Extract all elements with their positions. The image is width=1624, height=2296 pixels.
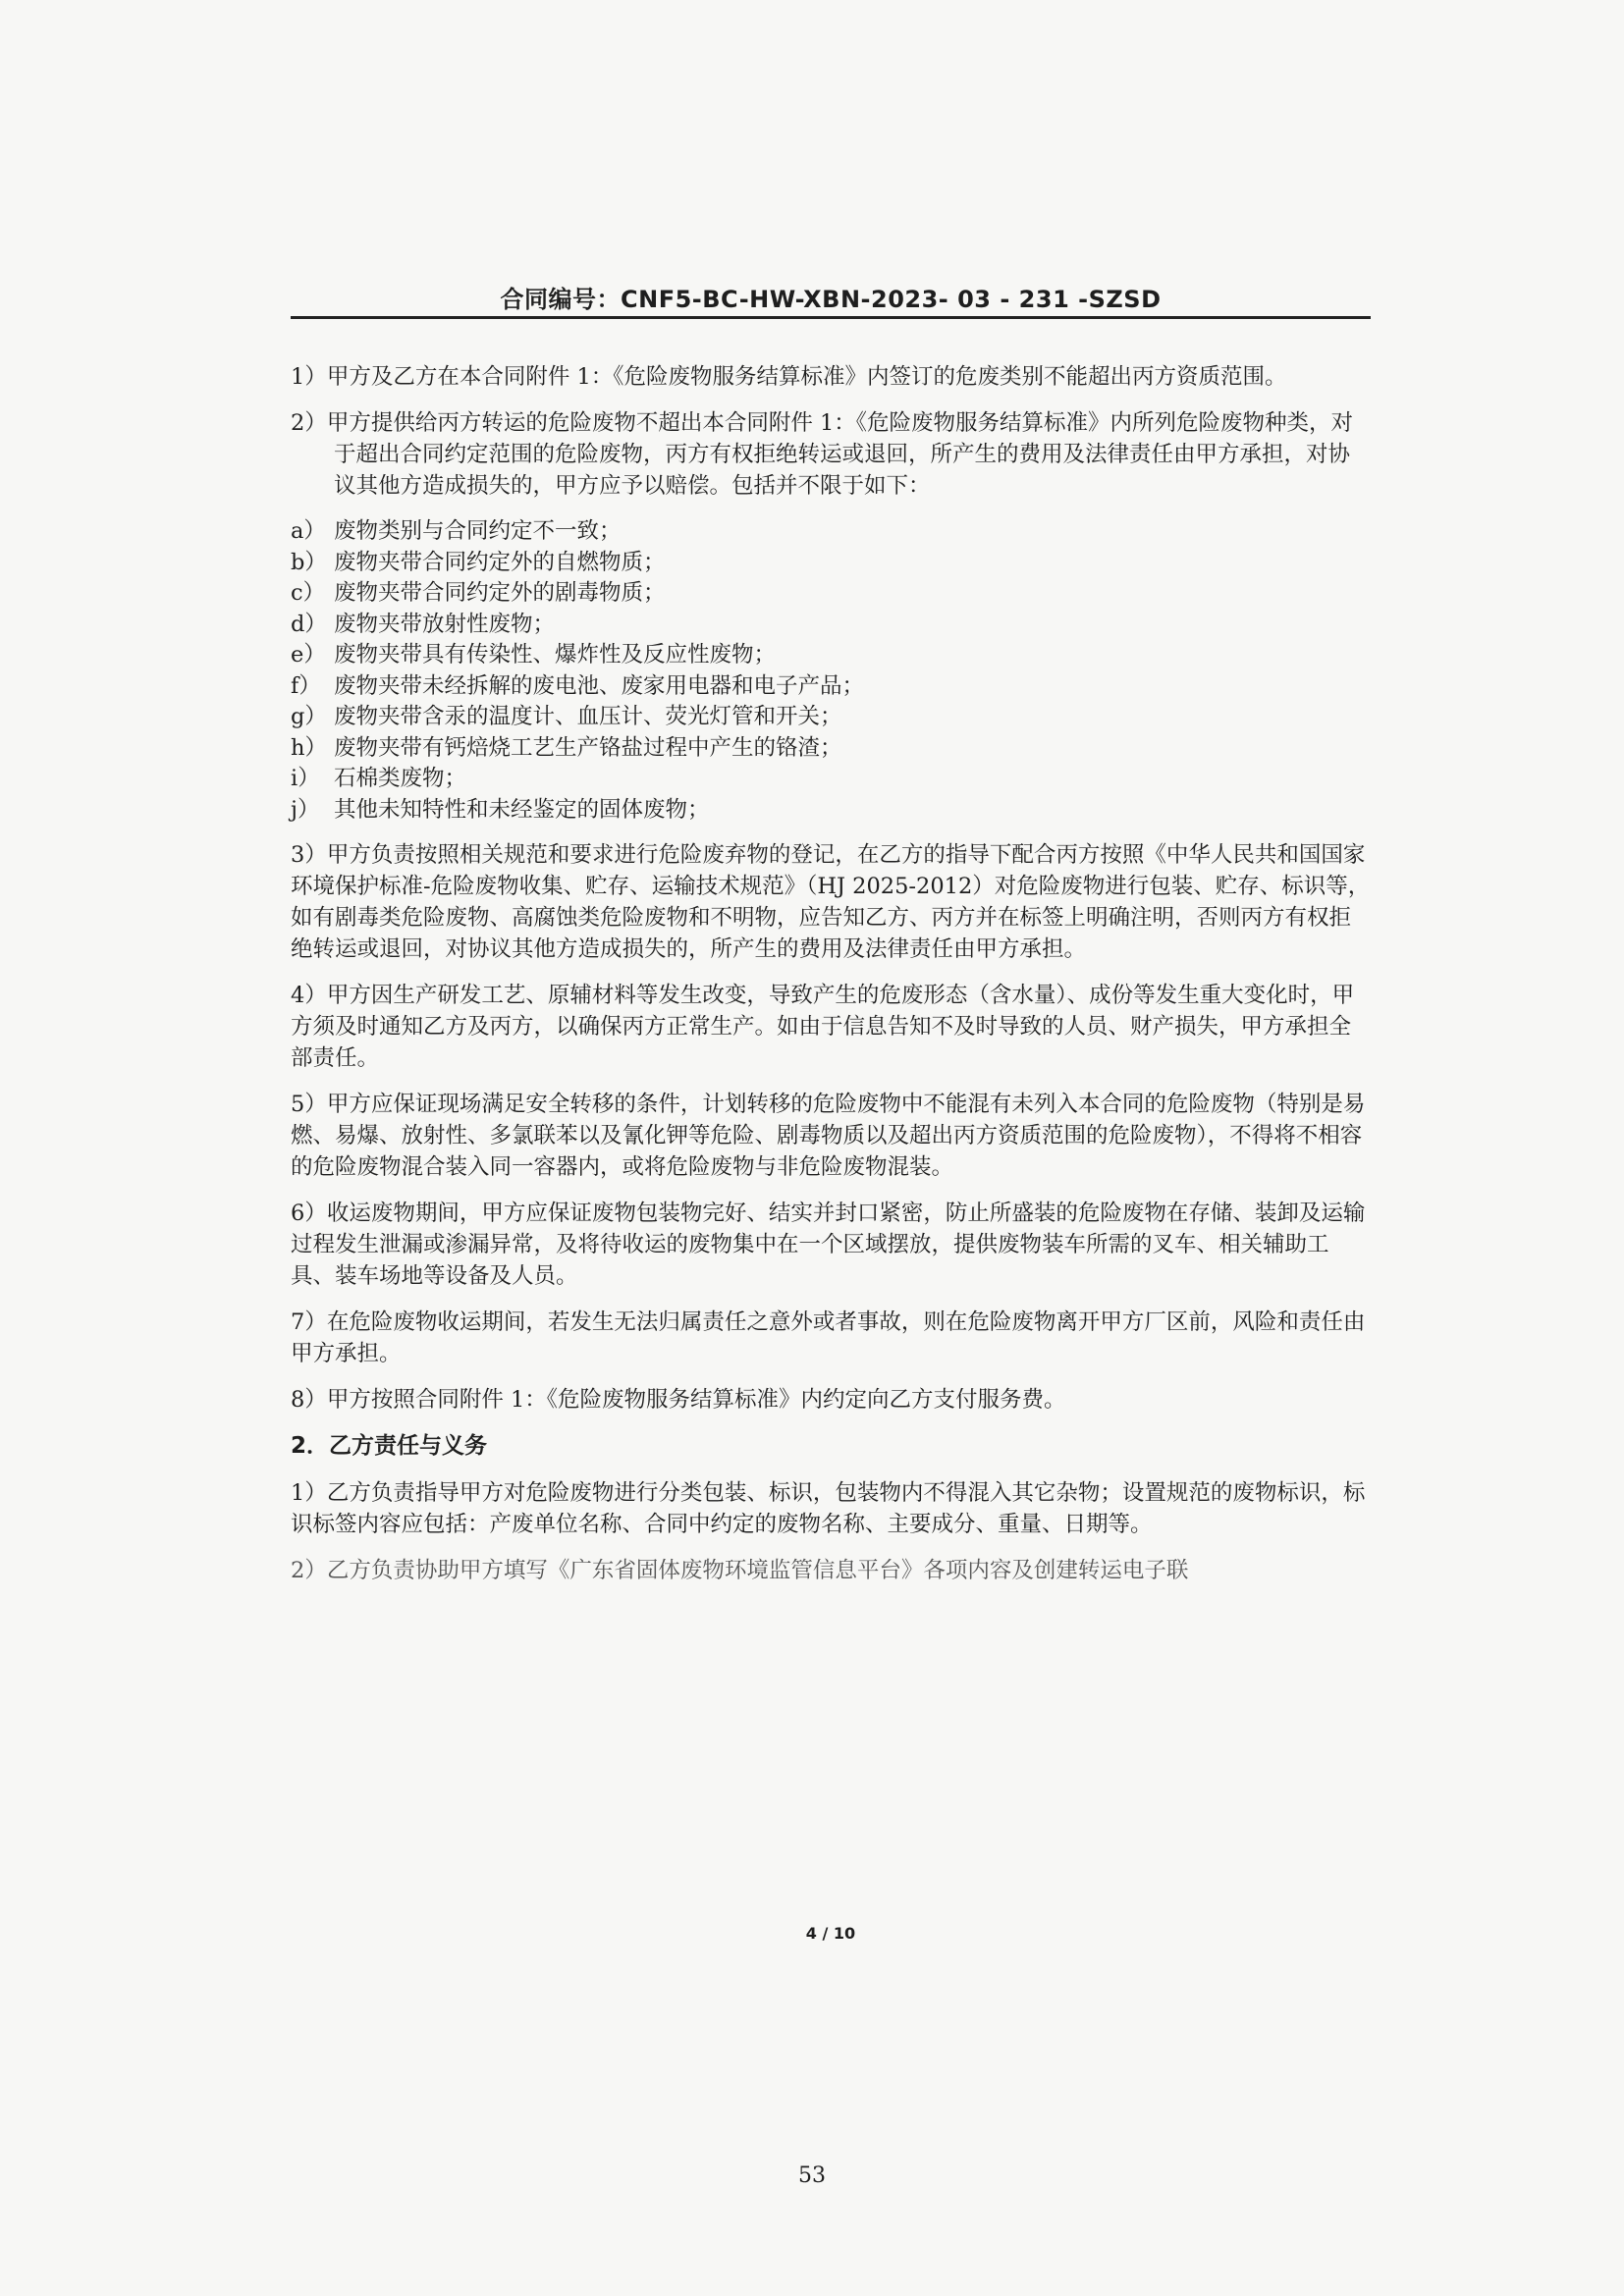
list-text: 废物夹带未经拆解的废电池、废家用电器和电子产品； [334, 672, 865, 699]
list-text: 废物夹带含汞的温度计、血压计、荧光灯管和开关； [334, 704, 842, 729]
list-marker: h） [291, 734, 327, 761]
list-text: 其他未知特性和未经鉴定的固体废物； [334, 796, 710, 823]
list-text: 废物夹带放射性废物； [334, 611, 556, 637]
list-marker: i） [291, 766, 320, 791]
page-indicator: 4 / 10 [805, 1924, 856, 1943]
clause-b2: 2）乙方负责协助甲方填写《广东省固体废物环境监管信息平台》各项内容及创建转运电子联 [291, 1558, 1189, 1583]
list-text: 废物类别与合同约定不一致； [334, 518, 622, 544]
list-item [291, 671, 1371, 703]
list-marker: j） [291, 796, 320, 823]
list-text: 废物夹带合同约定外的自燃物质； [334, 549, 666, 575]
list-item [291, 516, 1371, 548]
header-divider [291, 316, 1371, 319]
excluded-waste-list [291, 516, 1371, 826]
list-marker: f） [291, 672, 321, 699]
list-text: 废物夹带合同约定外的剧毒物质； [334, 580, 666, 606]
clause-a7: 7）在危险废物收运期间，若发生无法归属责任之意外或者事故，则在危险废物离开甲方厂区前，风险和责任由甲方承担。 [291, 1309, 1366, 1366]
section-title-party-b: 2．乙方责任与义务 [291, 1433, 488, 1459]
clause-a5: 5）甲方应保证现场满足安全转移的条件，计划转移的危险废物中不能混有未列入本合同的危险废物（特别是易燃、易爆、放射性、多氯联苯以及氰化钾等危险、剧毒物质以及超出丙方资质范围的危险废物），不得将不相容的危险废物混合装入同一容器内，或将危险废物与非危险废物混装。 [291, 1092, 1366, 1180]
list-item [291, 702, 1371, 733]
list-item [291, 640, 1371, 671]
list-item [291, 764, 1371, 795]
list-marker: b） [291, 549, 327, 575]
footer-page-number: 53 [798, 2163, 826, 2188]
list-item [291, 733, 1371, 765]
list-item [291, 548, 1371, 579]
list-item [291, 795, 1371, 827]
clause-a1: 1）甲方及乙方在本合同附件 1：《危险废物服务结算标准》内签订的危废类别不能超出丙方资质范围。 [291, 364, 1287, 390]
contract-number-header: 合同编号：CNF5-BC-HW-XBN-2023- 03 - 231 -SZSD [500, 286, 1162, 313]
clause-b1: 1）乙方负责指导甲方对危险废物进行分类包装、标识，包装物内不得混入其它杂物；设置规范的废物标识，标识标签内容应包括：产废单位名称、合同中约定的废物名称、主要成分、重量、日期等。 [291, 1480, 1366, 1537]
list-item [291, 578, 1371, 610]
document-body [291, 361, 1371, 1586]
clause-a4: 4）甲方因生产研发工艺、原辅材料等发生改变，导致产生的危废形态（含水量）、成份等发生重大变化时，甲方须及时通知乙方及丙方，以确保丙方正常生产。如由于信息告知不及时导致的人员、财产损失，甲方承担全部责任。 [291, 983, 1355, 1071]
clause-a8: 8）甲方按照合同附件 1：《危险废物服务结算标准》内约定向乙方支付服务费。 [291, 1387, 1066, 1413]
list-text: 石棉类废物； [334, 766, 467, 791]
clause-a3: 3）甲方负责按照相关规范和要求进行危险废弃物的登记，在乙方的指导下配合丙方按照《中华人民共和国国家环境保护标准-危险废物收集、贮存、运输技术规范》（HJ 2025-2012）对危险废物进行包装、贮存、标识等，如有剧毒类危险废物、高腐蚀类危险废物和不明物，应告知乙方、丙方并在标签上明确注明，否则丙方有权拒绝转运或退回，对协议其他方造成损失的，所产生的费用及法律责任由甲方承担。 [291, 842, 1371, 962]
list-item [291, 610, 1371, 641]
list-text: 废物夹带具有传染性、爆炸性及反应性废物； [334, 642, 777, 667]
list-marker: d） [291, 611, 327, 637]
clause-a6: 6）收运废物期间，甲方应保证废物包装物完好、结实并封口紧密，防止所盛装的危险废物在存储、装卸及运输过程发生泄漏或渗漏异常，及将待收运的废物集中在一个区域摆放，提供废物装车所需的叉车、相关辅助工具、装车场地等设备及人员。 [291, 1201, 1366, 1289]
list-marker: e） [291, 642, 326, 667]
list-text: 废物夹带有钙焙烧工艺生产铬盐过程中产生的铬渣； [334, 734, 842, 761]
list-marker: g） [291, 704, 327, 729]
list-marker: c） [291, 580, 326, 606]
list-marker: a） [291, 518, 326, 544]
clause-a2: 2）甲方提供给丙方转运的危险废物不超出本合同附件 1：《危险废物服务结算标准》内所列危险废物种类，对于超出合同约定范围的危险废物，丙方有权拒绝转运或退回，所产生的费用及法律责任由甲方承担，对协议其他方造成损失的，甲方应予以赔偿。包括并不限于如下： [291, 410, 1354, 499]
